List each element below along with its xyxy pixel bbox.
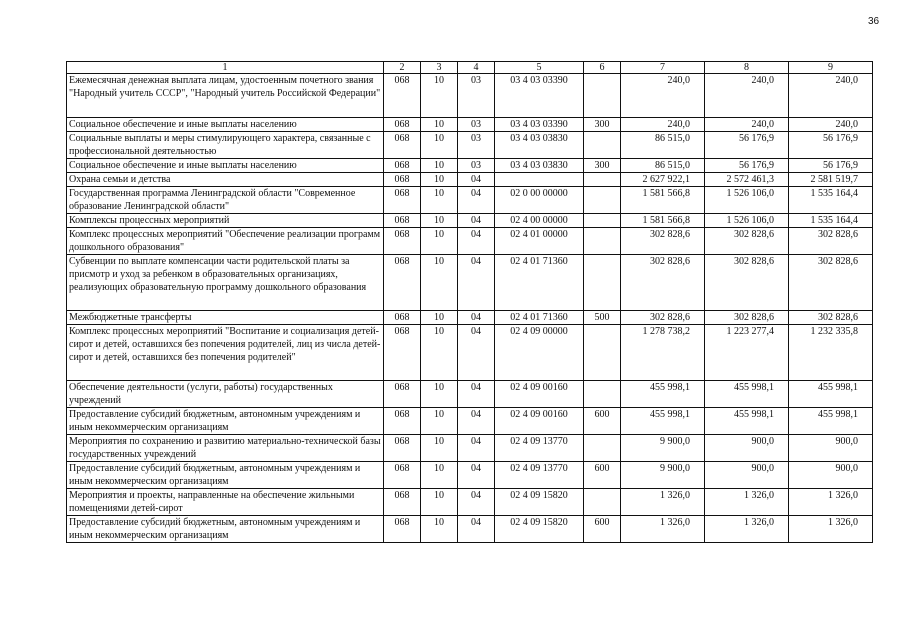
cell-amount-col8: 56 176,9 <box>705 159 789 173</box>
cell-name: Ежемесячная денежная выплата лицам, удостоенным почетного звания "Народный учитель СССР", "Народный учитель Российской Федерации" <box>67 74 384 118</box>
table-row <box>67 159 873 173</box>
column-header: 6 <box>584 62 621 74</box>
cell-name: Субвенции по выплате компенсации части родительской платы за присмотр и уход за ребенком в образовательных организациях, реализующих образовательную программу дошкольного образования <box>67 255 384 311</box>
cell-name: Социальное обеспечение и иные выплаты населению <box>67 118 384 132</box>
cell-amount-col9: 240,0 <box>789 74 873 118</box>
cell-expense-type <box>584 74 621 118</box>
column-header: 7 <box>621 62 705 74</box>
cell-section: 10 <box>421 435 458 462</box>
cell-admin-code: 068 <box>384 159 421 173</box>
cell-target-code: 03 4 03 03830 <box>495 132 584 159</box>
column-header: 3 <box>421 62 458 74</box>
cell-expense-type <box>584 228 621 255</box>
cell-subsection: 04 <box>458 255 495 311</box>
cell-section: 10 <box>421 381 458 408</box>
table-row <box>67 311 873 325</box>
budget-table <box>66 61 873 543</box>
cell-amount-col9: 2 581 519,7 <box>789 173 873 187</box>
cell-subsection: 04 <box>458 187 495 214</box>
table-row <box>67 173 873 187</box>
cell-admin-code: 068 <box>384 462 421 489</box>
cell-target-code: 03 4 03 03390 <box>495 74 584 118</box>
table-body <box>67 74 873 543</box>
cell-section: 10 <box>421 408 458 435</box>
cell-target-code: 02 4 01 00000 <box>495 228 584 255</box>
header-row <box>67 62 873 74</box>
cell-admin-code: 068 <box>384 516 421 543</box>
cell-admin-code: 068 <box>384 408 421 435</box>
cell-expense-type <box>584 173 621 187</box>
cell-expense-type <box>584 435 621 462</box>
cell-admin-code: 068 <box>384 435 421 462</box>
cell-name: Государственная программа Ленинградской области "Современное образование Ленинградской области" <box>67 187 384 214</box>
table-row <box>67 325 873 381</box>
cell-admin-code: 068 <box>384 381 421 408</box>
cell-amount-col7: 86 515,0 <box>621 159 705 173</box>
cell-amount-col7: 1 581 566,8 <box>621 187 705 214</box>
cell-amount-col9: 302 828,6 <box>789 255 873 311</box>
cell-amount-col9: 1 535 164,4 <box>789 187 873 214</box>
cell-name: Предоставление субсидий бюджетным, автономным учреждениям и иным некоммерческим организациям <box>67 408 384 435</box>
cell-subsection: 04 <box>458 214 495 228</box>
cell-amount-col7: 302 828,6 <box>621 311 705 325</box>
cell-section: 10 <box>421 462 458 489</box>
cell-amount-col9: 1 326,0 <box>789 489 873 516</box>
cell-subsection: 04 <box>458 173 495 187</box>
cell-subsection: 04 <box>458 381 495 408</box>
cell-subsection: 04 <box>458 228 495 255</box>
cell-amount-col9: 56 176,9 <box>789 159 873 173</box>
cell-name: Охрана семьи и детства <box>67 173 384 187</box>
cell-amount-col9: 56 176,9 <box>789 132 873 159</box>
cell-amount-col7: 9 900,0 <box>621 462 705 489</box>
cell-amount-col8: 240,0 <box>705 118 789 132</box>
cell-amount-col7: 1 581 566,8 <box>621 214 705 228</box>
cell-section: 10 <box>421 132 458 159</box>
cell-amount-col7: 455 998,1 <box>621 408 705 435</box>
cell-admin-code: 068 <box>384 132 421 159</box>
column-header: 1 <box>67 62 384 74</box>
table-row <box>67 214 873 228</box>
cell-section: 10 <box>421 74 458 118</box>
cell-amount-col8: 302 828,6 <box>705 228 789 255</box>
cell-amount-col8: 1 526 106,0 <box>705 187 789 214</box>
cell-amount-col8: 1 526 106,0 <box>705 214 789 228</box>
cell-target-code: 02 0 00 00000 <box>495 187 584 214</box>
cell-section: 10 <box>421 214 458 228</box>
table-row <box>67 462 873 489</box>
cell-name: Социальные выплаты и меры стимулирующего характера, связанные с профессиональной деятельностью <box>67 132 384 159</box>
cell-amount-col7: 2 627 922,1 <box>621 173 705 187</box>
cell-name: Предоставление субсидий бюджетным, автономным учреждениям и иным некоммерческим организациям <box>67 462 384 489</box>
cell-section: 10 <box>421 187 458 214</box>
cell-target-code: 03 4 03 03830 <box>495 159 584 173</box>
cell-admin-code: 068 <box>384 489 421 516</box>
table-row <box>67 74 873 118</box>
cell-amount-col9: 900,0 <box>789 462 873 489</box>
cell-expense-type <box>584 381 621 408</box>
cell-amount-col9: 1 232 335,8 <box>789 325 873 381</box>
cell-name: Предоставление субсидий бюджетным, автономным учреждениям и иным некоммерческим организациям <box>67 516 384 543</box>
cell-expense-type <box>584 214 621 228</box>
cell-target-code: 02 4 09 13770 <box>495 462 584 489</box>
cell-admin-code: 068 <box>384 311 421 325</box>
cell-subsection: 04 <box>458 408 495 435</box>
cell-amount-col8: 240,0 <box>705 74 789 118</box>
cell-admin-code: 068 <box>384 118 421 132</box>
cell-subsection: 04 <box>458 462 495 489</box>
cell-subsection: 04 <box>458 435 495 462</box>
column-header: 8 <box>705 62 789 74</box>
cell-section: 10 <box>421 118 458 132</box>
cell-target-code: 02 4 09 15820 <box>495 489 584 516</box>
table-row <box>67 489 873 516</box>
cell-amount-col9: 455 998,1 <box>789 408 873 435</box>
cell-subsection: 03 <box>458 132 495 159</box>
cell-name: Мероприятия и проекты, направленные на обеспечение жильными помещениями детей-сирот <box>67 489 384 516</box>
cell-expense-type <box>584 255 621 311</box>
cell-subsection: 04 <box>458 516 495 543</box>
cell-name: Обеспечение деятельности (услуги, работы) государственных учреждений <box>67 381 384 408</box>
cell-admin-code: 068 <box>384 255 421 311</box>
table-row <box>67 516 873 543</box>
cell-amount-col8: 1 223 277,4 <box>705 325 789 381</box>
cell-amount-col9: 302 828,6 <box>789 228 873 255</box>
page-number: 36 <box>868 16 880 27</box>
table-row <box>67 132 873 159</box>
cell-amount-col7: 302 828,6 <box>621 228 705 255</box>
cell-name: Комплексы процессных мероприятий <box>67 214 384 228</box>
cell-expense-type: 500 <box>584 311 621 325</box>
cell-amount-col8: 302 828,6 <box>705 311 789 325</box>
cell-expense-type <box>584 132 621 159</box>
cell-admin-code: 068 <box>384 214 421 228</box>
cell-admin-code: 068 <box>384 187 421 214</box>
cell-section: 10 <box>421 311 458 325</box>
cell-amount-col7: 1 278 738,2 <box>621 325 705 381</box>
cell-expense-type: 600 <box>584 462 621 489</box>
cell-amount-col7: 240,0 <box>621 74 705 118</box>
cell-expense-type: 300 <box>584 118 621 132</box>
cell-name: Социальное обеспечение и иные выплаты населению <box>67 159 384 173</box>
column-header: 5 <box>495 62 584 74</box>
cell-section: 10 <box>421 325 458 381</box>
cell-amount-col8: 900,0 <box>705 462 789 489</box>
cell-section: 10 <box>421 489 458 516</box>
cell-target-code: 02 4 01 71360 <box>495 311 584 325</box>
table-row <box>67 228 873 255</box>
cell-section: 10 <box>421 228 458 255</box>
cell-amount-col9: 1 535 164,4 <box>789 214 873 228</box>
cell-section: 10 <box>421 159 458 173</box>
cell-target-code: 02 4 09 00160 <box>495 408 584 435</box>
cell-amount-col8: 302 828,6 <box>705 255 789 311</box>
table-row <box>67 187 873 214</box>
cell-amount-col8: 455 998,1 <box>705 408 789 435</box>
cell-amount-col7: 455 998,1 <box>621 381 705 408</box>
cell-target-code: 02 4 09 13770 <box>495 435 584 462</box>
cell-section: 10 <box>421 173 458 187</box>
table-row <box>67 118 873 132</box>
cell-amount-col8: 2 572 461,3 <box>705 173 789 187</box>
cell-amount-col7: 240,0 <box>621 118 705 132</box>
cell-target-code: 02 4 09 15820 <box>495 516 584 543</box>
cell-target-code: 02 4 01 71360 <box>495 255 584 311</box>
cell-amount-col9: 302 828,6 <box>789 311 873 325</box>
cell-admin-code: 068 <box>384 325 421 381</box>
cell-subsection: 04 <box>458 325 495 381</box>
cell-amount-col7: 9 900,0 <box>621 435 705 462</box>
cell-target-code <box>495 173 584 187</box>
table-row <box>67 435 873 462</box>
cell-amount-col9: 900,0 <box>789 435 873 462</box>
cell-target-code: 03 4 03 03390 <box>495 118 584 132</box>
cell-subsection: 03 <box>458 74 495 118</box>
cell-subsection: 03 <box>458 159 495 173</box>
cell-section: 10 <box>421 516 458 543</box>
column-header: 9 <box>789 62 873 74</box>
cell-amount-col9: 240,0 <box>789 118 873 132</box>
cell-amount-col7: 86 515,0 <box>621 132 705 159</box>
column-header: 4 <box>458 62 495 74</box>
column-header: 2 <box>384 62 421 74</box>
table-row <box>67 255 873 311</box>
cell-target-code: 02 4 09 00000 <box>495 325 584 381</box>
cell-expense-type <box>584 325 621 381</box>
cell-admin-code: 068 <box>384 173 421 187</box>
cell-amount-col9: 1 326,0 <box>789 516 873 543</box>
table-row <box>67 408 873 435</box>
cell-amount-col8: 900,0 <box>705 435 789 462</box>
cell-amount-col8: 1 326,0 <box>705 489 789 516</box>
cell-amount-col7: 302 828,6 <box>621 255 705 311</box>
cell-subsection: 04 <box>458 489 495 516</box>
cell-section: 10 <box>421 255 458 311</box>
cell-amount-col9: 455 998,1 <box>789 381 873 408</box>
cell-expense-type <box>584 489 621 516</box>
cell-amount-col8: 455 998,1 <box>705 381 789 408</box>
cell-expense-type: 600 <box>584 408 621 435</box>
cell-expense-type: 300 <box>584 159 621 173</box>
cell-amount-col7: 1 326,0 <box>621 489 705 516</box>
cell-admin-code: 068 <box>384 228 421 255</box>
cell-expense-type: 600 <box>584 516 621 543</box>
cell-name: Мероприятия по сохранению и развитию материально-технической базы государственных учреждений <box>67 435 384 462</box>
table-row <box>67 381 873 408</box>
cell-target-code: 02 4 00 00000 <box>495 214 584 228</box>
cell-admin-code: 068 <box>384 74 421 118</box>
cell-name: Комплекс процессных мероприятий "Воспитание и социализация детей-сирот и детей, оставшихся без попечения родителей, лиц из числа детей-сирот и детей, оставшихся без попечения родителей" <box>67 325 384 381</box>
cell-target-code: 02 4 09 00160 <box>495 381 584 408</box>
cell-amount-col8: 56 176,9 <box>705 132 789 159</box>
cell-subsection: 03 <box>458 118 495 132</box>
cell-amount-col8: 1 326,0 <box>705 516 789 543</box>
cell-name: Комплекс процессных мероприятий "Обеспечение реализации программ дошкольного образования" <box>67 228 384 255</box>
cell-subsection: 04 <box>458 311 495 325</box>
cell-name: Межбюджетные трансферты <box>67 311 384 325</box>
cell-expense-type <box>584 187 621 214</box>
cell-amount-col7: 1 326,0 <box>621 516 705 543</box>
